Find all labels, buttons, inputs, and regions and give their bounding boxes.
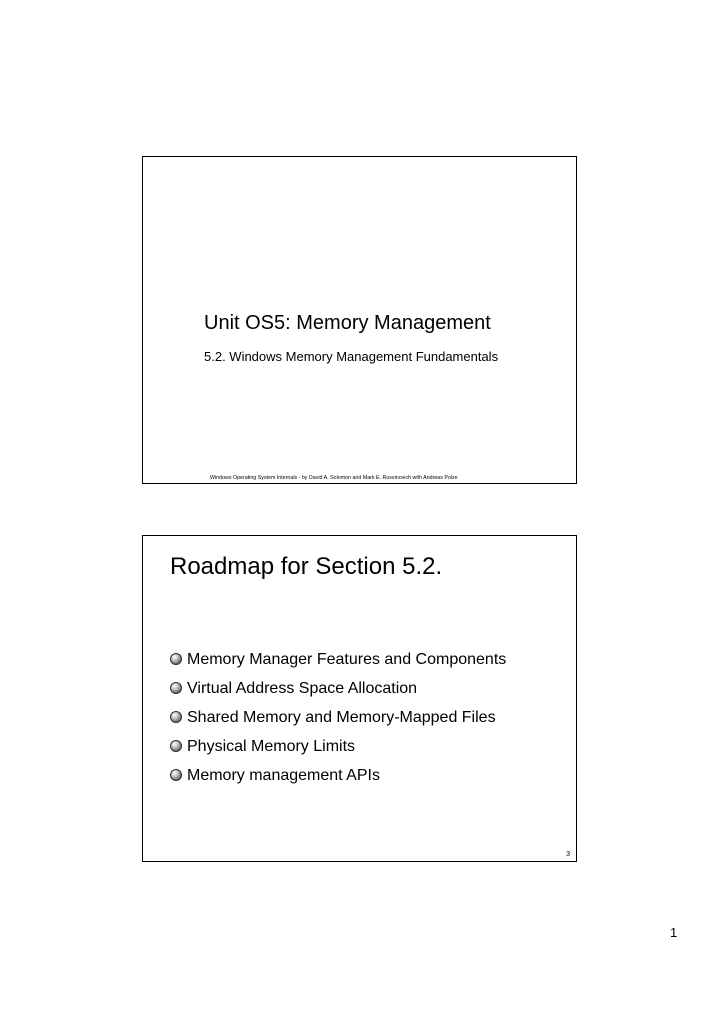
slide-title <box>142 156 577 484</box>
bullet-text: Shared Memory and Memory-Mapped Files <box>187 708 496 726</box>
slide-roadmap <box>142 535 577 862</box>
list-item <box>170 703 506 732</box>
sphere-bullet-icon <box>170 653 182 665</box>
sphere-bullet-icon <box>170 740 182 752</box>
slide-footer: Windows Operating System Internals - by David A. Solomon and Mark E. Russinovich with Andreas Polze <box>210 475 458 481</box>
bullet-text: Memory Manager Features and Components <box>187 650 507 668</box>
list-item <box>170 732 506 761</box>
slide-number: 3 <box>566 851 570 858</box>
bullet-text: Virtual Address Space Allocation <box>187 679 418 697</box>
slide-subtitle: 5.2. Windows Memory Management Fundamentals <box>204 349 499 364</box>
list-item <box>170 674 506 703</box>
roadmap-bullet-list <box>170 645 506 790</box>
list-item <box>170 761 506 790</box>
sphere-bullet-icon <box>170 769 182 781</box>
roadmap-heading: Roadmap for Section 5.2. <box>170 553 443 580</box>
list-item <box>170 645 506 674</box>
slide-title-heading: Unit OS5: Memory Management <box>204 312 491 334</box>
sphere-bullet-icon <box>170 682 182 694</box>
bullet-text: Memory management APIs <box>187 766 380 784</box>
bullet-text: Physical Memory Limits <box>187 737 356 755</box>
page-number: 1 <box>670 925 678 940</box>
sphere-bullet-icon <box>170 711 182 723</box>
